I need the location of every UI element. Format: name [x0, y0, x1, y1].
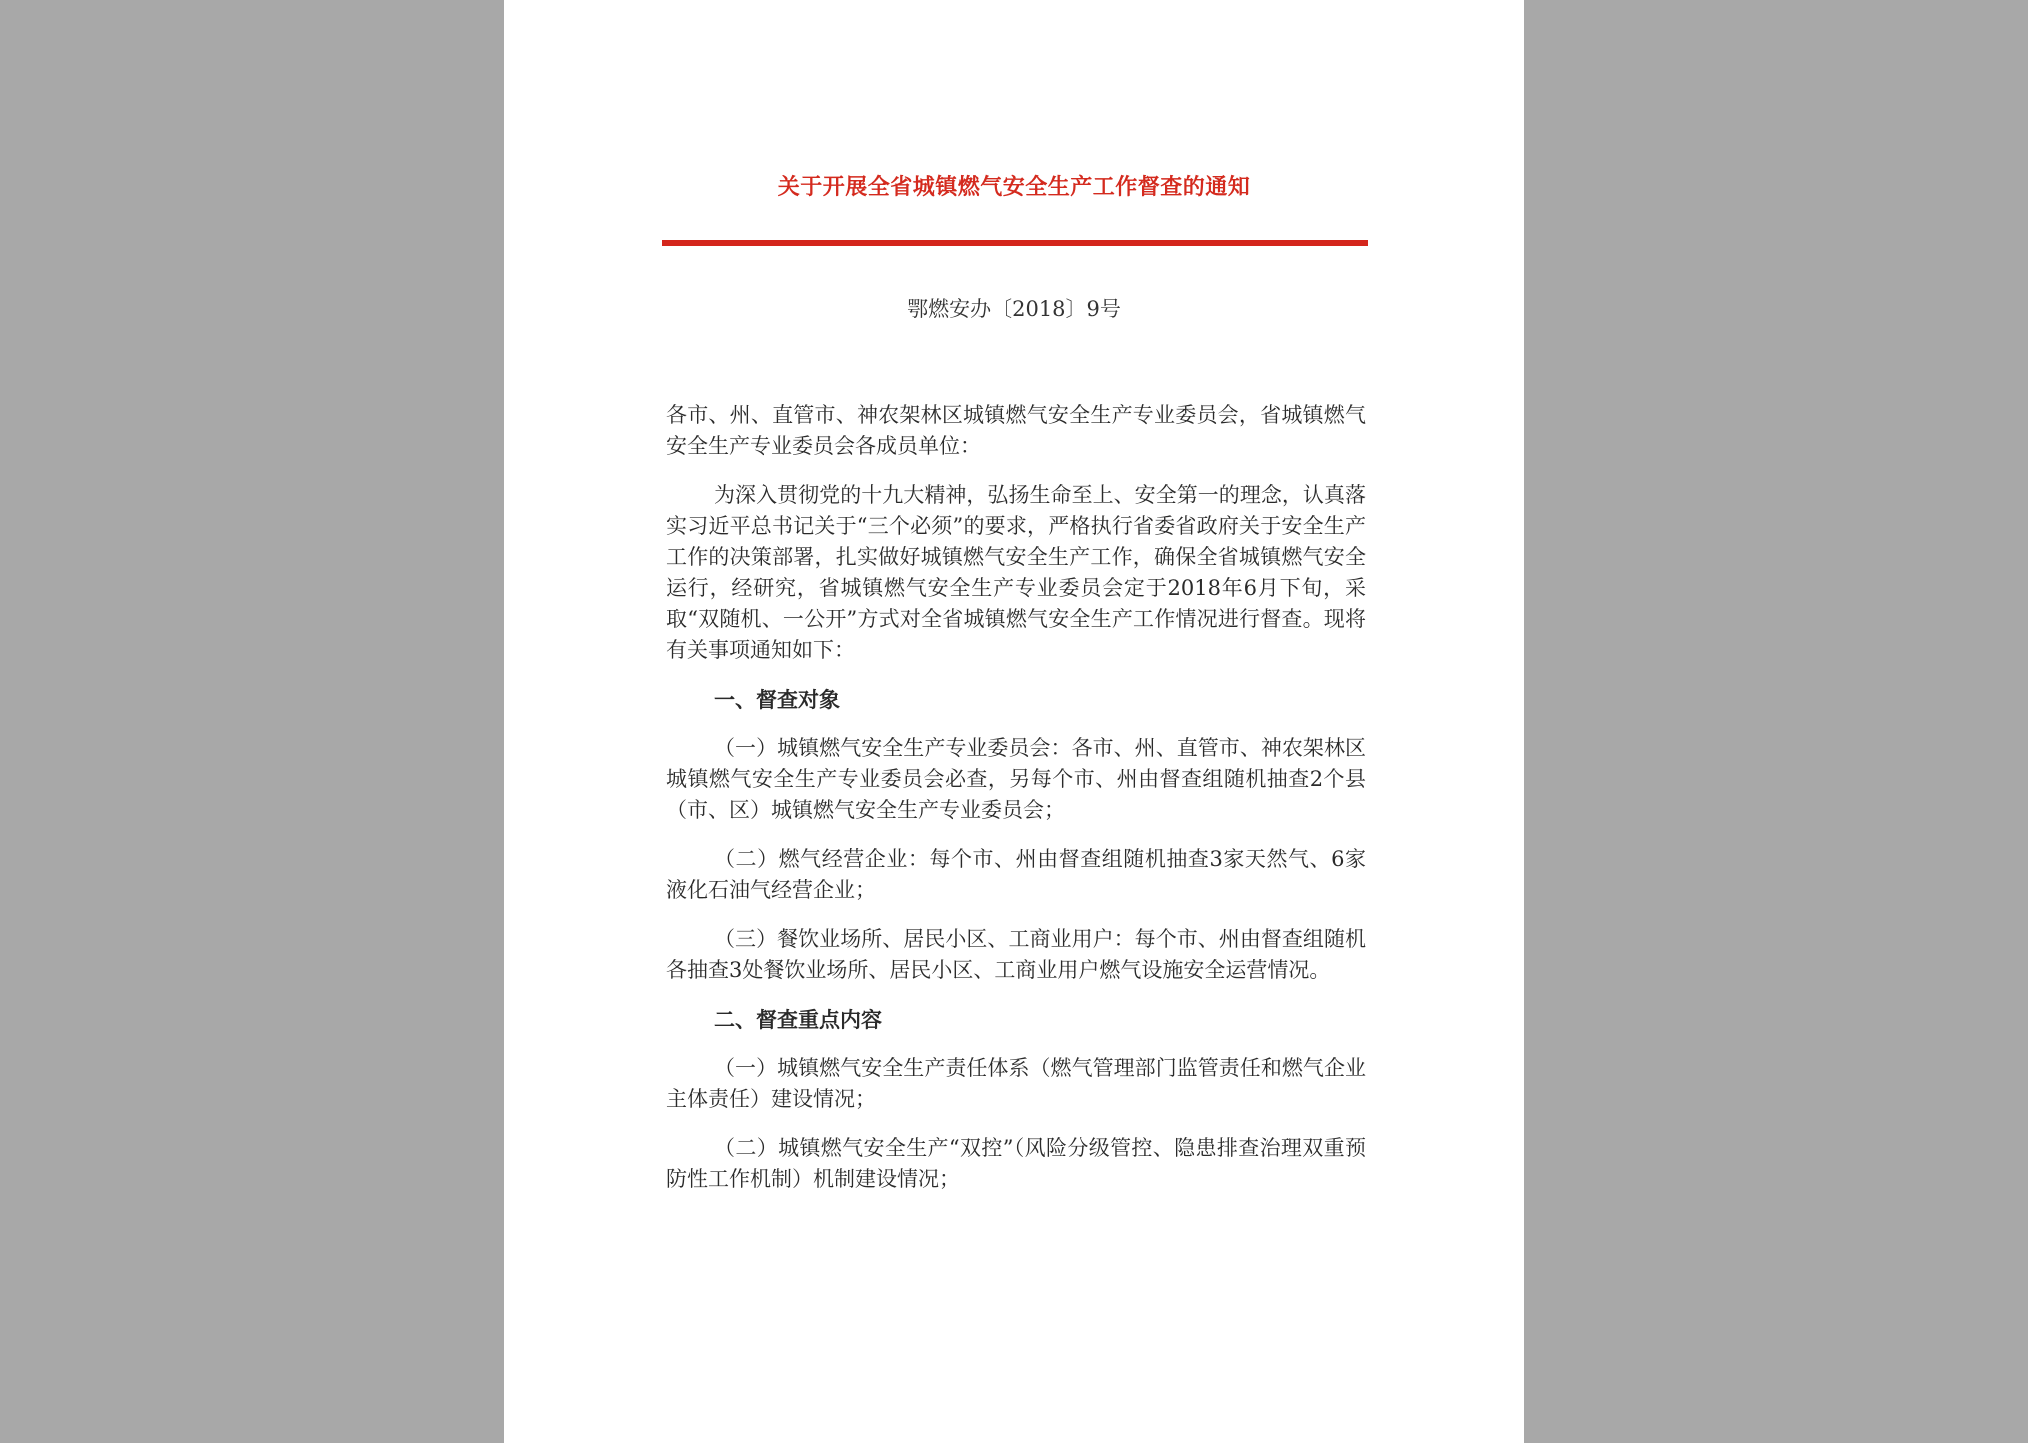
addressee-paragraph: 各市、州、直管市、神农架林区城镇燃气安全生产专业委员会，省城镇燃气安全生产专业委员会各成员单位：: [666, 403, 1366, 458]
document-body: [666, 400, 1366, 1213]
section1-item: （三）餐饮业场所、居民小区、工商业用户：每个市、州由督查组随机各抽查3处餐饮业场所、居民小区、工商业用户燃气设施安全运营情况。: [666, 927, 1366, 982]
section1-item: （一）城镇燃气安全生产专业委员会：各市、州、直管市、神农架林区城镇燃气安全生产专业委员会必查，另每个市、州由督查组随机抽查2个县（市、区）城镇燃气安全生产专业委员会；: [666, 736, 1366, 822]
document-number: 鄂燃安办〔2018〕9号: [907, 297, 1121, 321]
section-heading-key-content: 二、督查重点内容: [714, 1007, 882, 1032]
document-title: 关于开展全省城镇燃气安全生产工作督查的通知: [777, 174, 1251, 200]
section1-item: （二）燃气经营企业：每个市、州由督查组随机抽查3家天然气、6家液化石油气经营企业；: [666, 847, 1366, 902]
section-heading-inspection-targets: 一、督查对象: [714, 687, 840, 712]
red-header-rule: [662, 240, 1368, 246]
document-page: [504, 0, 1524, 1443]
section2-item: （一）城镇燃气安全生产责任体系（燃气管理部门监管责任和燃气企业主体责任）建设情况；: [666, 1056, 1366, 1111]
section2-item: （二）城镇燃气安全生产“双控”（风险分级管控、隐患排查治理双重预防性工作机制）机制建设情况；: [666, 1136, 1366, 1191]
intro-paragraph: 为深入贯彻党的十九大精神，弘扬生命至上、安全第一的理念，认真落实习近平总书记关于“三个必须”的要求，严格执行省委省政府关于安全生产工作的决策部署，扎实做好城镇燃气安全生产工作，确保全省城镇燃气安全运行，经研究，省城镇燃气安全生产专业委员会定于2018年6月下旬，采取“双随机、一公开”方式对全省城镇燃气安全生产工作情况进行督查。现将有关事项通知如下：: [666, 483, 1366, 662]
